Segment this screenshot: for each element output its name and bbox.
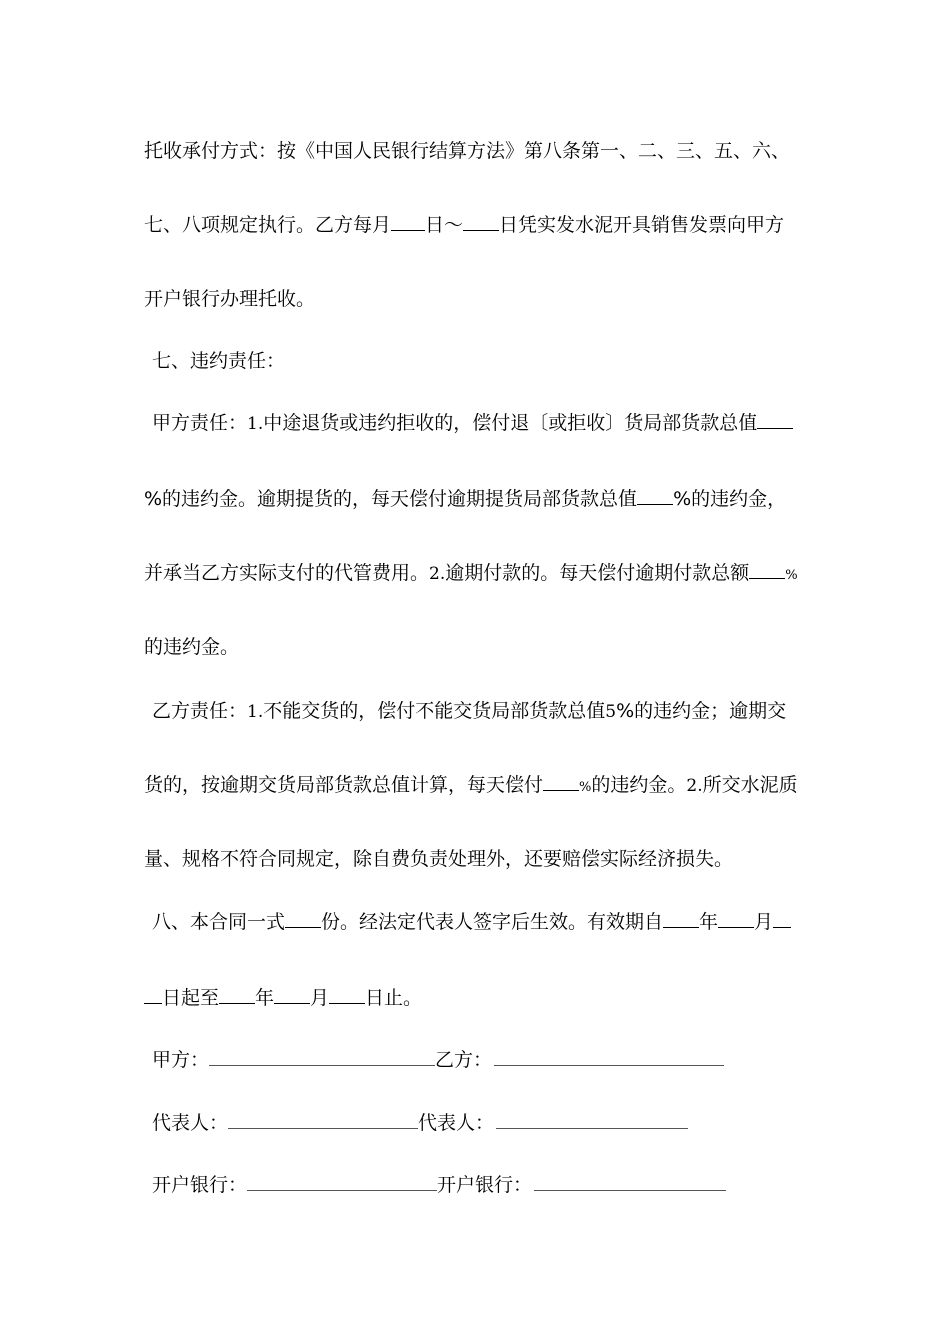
payment-line-3: 开户银行办理托收。: [144, 288, 316, 310]
end-day-blank: [329, 985, 365, 1004]
section8-line-2: 日起至 年 月 日止。: [144, 984, 814, 1012]
late-payment-blank: [749, 560, 785, 579]
repA-signature-line: [228, 1110, 418, 1129]
day-start-blank: [391, 212, 425, 231]
partyB-signature-line: [494, 1047, 724, 1066]
day-end-blank: [463, 212, 499, 231]
section7-heading: 七、违约责任：: [152, 350, 286, 372]
bankA-signature-line: [247, 1172, 437, 1191]
partyB-line-3: 量、规格不符合同规定，除自费负责处理外，还要赔偿实际经济损失。: [144, 848, 734, 870]
partyB-line-1: 乙方责任：1.不能交货的，偿付不能交货局部货款总值5%的违约金；逾期交: [152, 700, 787, 722]
repB-signature-line: [496, 1110, 688, 1129]
bankB-signature-line: [534, 1172, 726, 1191]
payment-line-2: 七、八项规定执行。乙方每月 日～ 日凭实发水泥开具销售发票向甲方: [144, 214, 785, 236]
start-day-blank-b: [144, 985, 162, 1004]
start-month-blank: [718, 909, 754, 928]
partyA-line-4: 的违约金。: [144, 636, 240, 658]
partyB-line-2: 货的，按逾期交货局部货款总值计算，每天偿付 %的违约金。2.所交水泥质: [144, 774, 798, 796]
end-year-blank: [219, 985, 255, 1004]
partyA-line-2: %的违约金。逾期提货的，每天偿付逾期提货局部货款总值 %的违约金，: [144, 488, 787, 510]
late-pickup-blank: [637, 486, 673, 505]
partyA-signature-line: [209, 1047, 435, 1066]
signature-row-party: 甲方： 乙方：: [152, 1046, 724, 1074]
copies-blank: [285, 909, 321, 928]
return-penalty-blank: [757, 410, 793, 429]
start-year-blank: [663, 909, 699, 928]
partyA-line-3: 并承当乙方实际支付的代管费用。2.逾期付款的。每天偿付逾期付款总额 %: [144, 562, 798, 584]
late-delivery-blank: [543, 772, 579, 791]
section8-line-1: 八、本合同一式 份。经法定代表人签字后生效。有效期自 年 月: [152, 908, 822, 936]
start-day-blank-a: [773, 909, 791, 928]
payment-line-1: 托收承付方式：按《中国人民银行结算方法》第八条第一、二、三、五、六、: [144, 140, 791, 162]
end-month-blank: [274, 985, 310, 1004]
partyA-line-1: 甲方责任：1.中途退货或违约拒收的，偿付退〔或拒收〕货局部货款总值: [152, 409, 822, 438]
signature-row-representative: 代表人： 代表人：: [152, 1109, 688, 1137]
signature-row-bank: 开户银行： 开户银行：: [152, 1171, 726, 1199]
